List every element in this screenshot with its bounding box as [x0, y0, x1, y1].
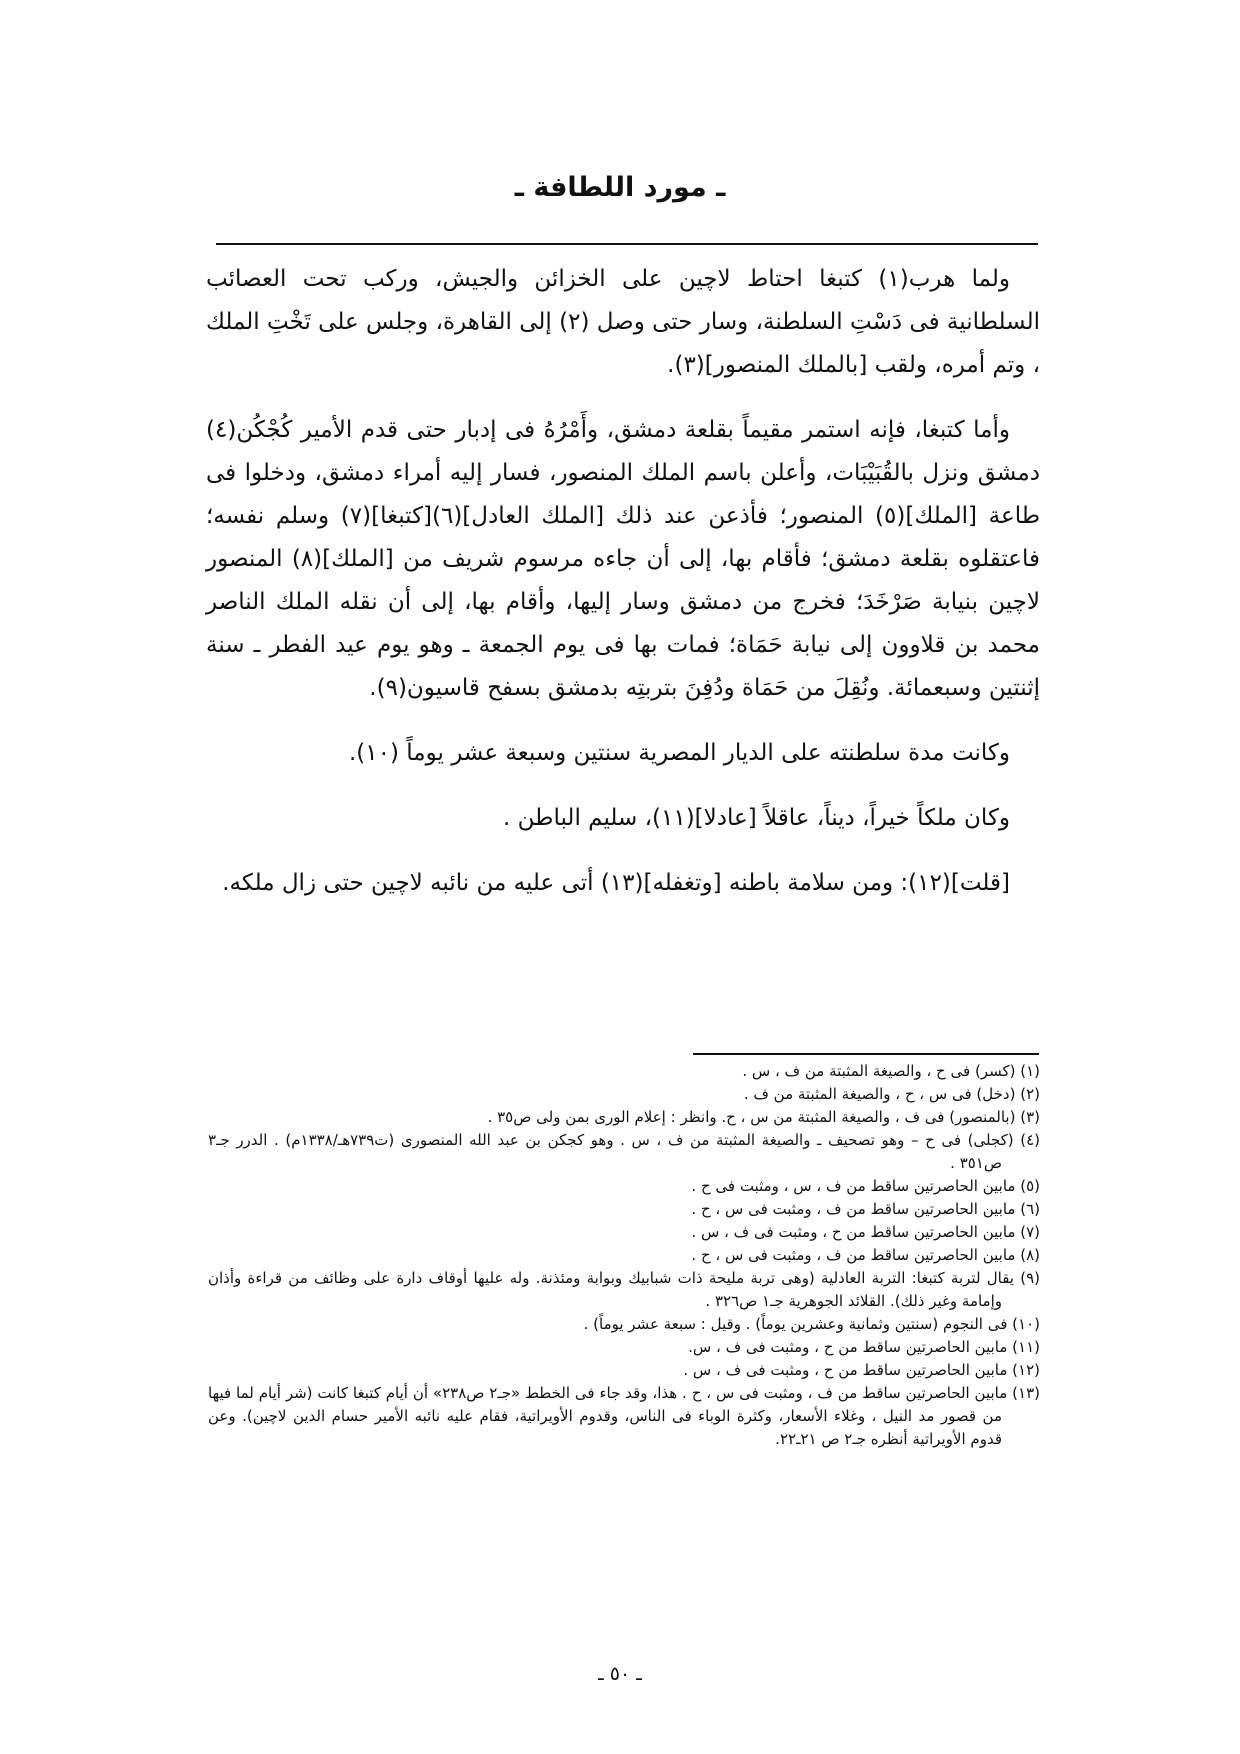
paragraph: [قلت](١٢): ومن سلامة باطنه [وتغفله](١٣) أتى عليه من نائبه لاچين حتى زال ملكه. — [222, 870, 1010, 896]
footnote: (٤) (كجلى) فى ح – وهو تصحيف ـ والصيغة المثبتة من ف ، س . وهو كجكن بن عبد الله المنصورى (ت٧٣٩هـ/١٣٣٨م) . الدرر جـ٣ ص٣٥١ . — [208, 1131, 1040, 1172]
footnote-divider — [693, 1053, 1039, 1055]
running-header-title: ـ مورد اللطافة ـ — [514, 172, 726, 203]
footnote: (١٠) فى النجوم (سنتين وثمانية وعشرين يوماً) . وقيل : سبعة عشر يوماً) . — [583, 1315, 1040, 1333]
footnote: (٦) مابين الحاصرتين ساقط من ف ، ومثبت فى س ، ح . — [691, 1200, 1040, 1218]
paragraph: وكانت مدة سلطنته على الديار المصرية سنتين وسبعة عشر يوماً (١٠). — [348, 740, 1010, 766]
footnote: (٥) مابين الحاصرتين ساقط من ف ، س ، ومثبت فى ح . — [691, 1177, 1040, 1195]
footnotes — [208, 1060, 1040, 1451]
footnote: (٨) مابين الحاصرتين ساقط من ف ، ومثبت فى س ، ح . — [691, 1246, 1040, 1264]
footnote: (٣) (بالمنصور) فى ف ، والصيغة المثبتة من س ، ح. وانظر : إعلام الورى بمن ولى ص٣٥ . — [487, 1108, 1040, 1126]
footnote: (١) (كسر) فى ح ، والصيغة المثبتة من ف ، س . — [742, 1062, 1040, 1080]
main-text — [206, 258, 1040, 905]
paragraph: ولما هرب(١) كتبغا احتاط لاچين على الخزائن والجيش، وركب تحت العصائب السلطانية فى دَسْتِ السلطنة، وسار حتى وصل (٢) إلى القاهرة، وجلس على تَخْتِ الملك ، وتم أمره، ولقب [بالملك المنصور](٣). — [206, 266, 1040, 378]
paragraph: وأما كتبغا، فإنه استمر مقيماً بقلعة دمشق، وأَمْرُهُ فى إدبار حتى قدم الأمير كُجْكُن(٤) دمشق ونزل بالقُبَيْبَات، وأعلن باسم الملك المنصور، فسار إليه أمراء دمشق، ودخلوا فى طاعة [الملك](٥) المنصور؛ فأذعن عند ذلك [الملك العادل](٦)[كتبغا](٧) وسلم نفسه؛ فاعتقلوه بقلعة دمشق؛ فأقام بها، إلى أن جاءه مرسوم شريف من [الملك](٨) المنصور لاچين بنيابة صَرْخَدَ؛ فخرج من دمشق وسار إليها، وأقام بها، إلى أن نقله الملك الناصر محمد بن قلاوون إلى نيابة حَمَاة؛ فمات بها فى يوم الجمعة ـ وهو يوم عيد الفطر ـ سنة إثنتين وسبعمائة. ونُقِلَ من حَمَاة ودُفِنَ بتربتِه بدمشق بسفح قاسيون(٩). — [206, 417, 1041, 701]
footnote: (١٣) مابين الحاصرتين ساقط من ف ، ومثبت فى س ، ح . هذا، وقد جاء فى الخطط «جـ٢ ص٢٣٨» أن أيام كتبغا كانت (شر أيام لما فيها من قصور مد النيل ، وغلاء الأسعار، وكثرة الوباء فى الناس، وقدوم الأويراتية، فقام عليه نائبه الأمير حسام الدين لاچين). وعن قدوم الأويراتية أنظره جـ٢ ص ٢١ـ٢٢. — [208, 1384, 1040, 1448]
footnote: (٢) (دخل) فى س ، ح ، والصيغة المثبتة من ف . — [743, 1085, 1040, 1103]
page-number: ـ ٥٠ ـ — [598, 1663, 642, 1685]
footnote: (٧) مابين الحاصرتين ساقط من ح ، ومثبت فى ف ، س . — [691, 1223, 1040, 1241]
footnote: (١١) مابين الحاصرتين ساقط من ح ، ومثبت فى ف ، س. — [688, 1338, 1040, 1356]
footnote: (١٢) مابين الحاصرتين ساقط من ح ، ومثبت فى ف ، س . — [683, 1361, 1040, 1379]
paragraph: وكان ملكاً خيراً، ديناً، عاقلاً [عادلا](١١)، سليم الباطن . — [503, 805, 1010, 831]
header-divider — [216, 243, 1038, 245]
footnote: (٩) يقال لتربة كتبغا: التربة العادلية (وهى تربة مليحة ذات شبابيك وبوابة ومئذنة. وله عليها أوقاف دارة على وظائف من قراءة وأذان وإمامة وغير ذلك). القلائد الجوهرية جـ١ ص٣٢٦ . — [208, 1269, 1040, 1310]
